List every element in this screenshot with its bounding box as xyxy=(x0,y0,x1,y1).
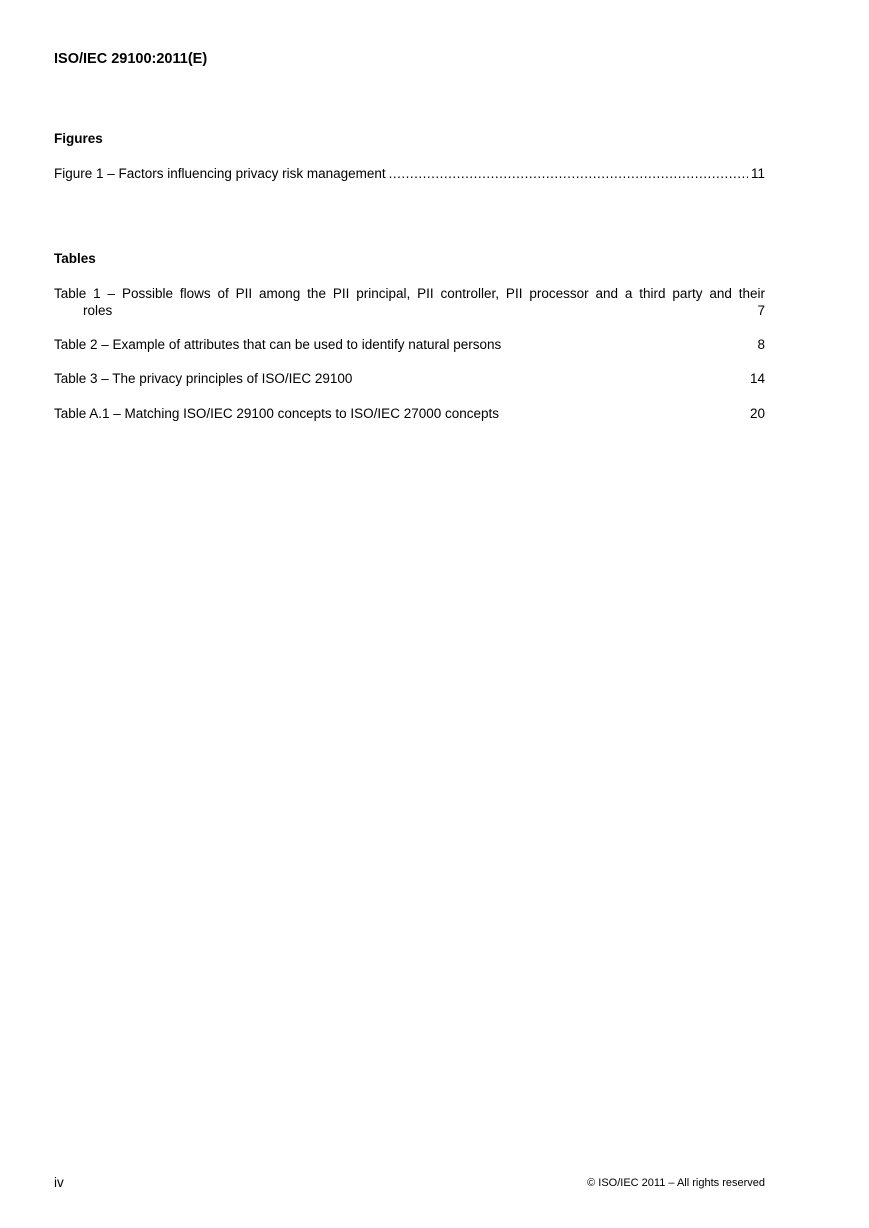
toc-entry-label: Table 3 – The privacy principles of ISO/IEC 29100 xyxy=(54,371,353,386)
toc-entry-label: Figure 1 – Factors influencing privacy risk management xyxy=(54,166,386,181)
footer-page-number: iv xyxy=(54,1175,64,1190)
toc-entry-page: 14 xyxy=(749,371,765,386)
document-header-title: ISO/IEC 29100:2011(E) xyxy=(54,51,208,67)
toc-entry-label: Table 1 – Possible flows of PII among the PII principal, PII controller, PII processor and a third party and their xyxy=(54,286,765,301)
toc-entry-table-2[interactable] xyxy=(54,336,765,353)
footer-copyright: © ISO/IEC 2011 – All rights reserved xyxy=(587,1177,765,1189)
toc-entry-figure-1[interactable] xyxy=(54,165,765,182)
toc-entry-label: Table A.1 – Matching ISO/IEC 29100 concepts to ISO/IEC 27000 concepts xyxy=(54,406,500,421)
toc-entry-table-a1[interactable] xyxy=(54,405,765,422)
dot-leader xyxy=(389,165,748,182)
toc-entry-table-1[interactable] xyxy=(54,285,765,319)
tables-heading: Tables xyxy=(54,251,96,266)
toc-entry-label-continuation: roles xyxy=(83,303,113,318)
toc-entry-table-3[interactable] xyxy=(54,370,765,387)
toc-entry-page: 11 xyxy=(750,166,765,181)
toc-entry-page: 20 xyxy=(749,406,765,421)
toc-entry-label: Table 2 – Example of attributes that can be used to identify natural persons xyxy=(54,337,502,352)
toc-entry-page: 8 xyxy=(757,337,765,352)
figures-heading: Figures xyxy=(54,131,103,146)
toc-entry-page: 7 xyxy=(757,303,765,318)
